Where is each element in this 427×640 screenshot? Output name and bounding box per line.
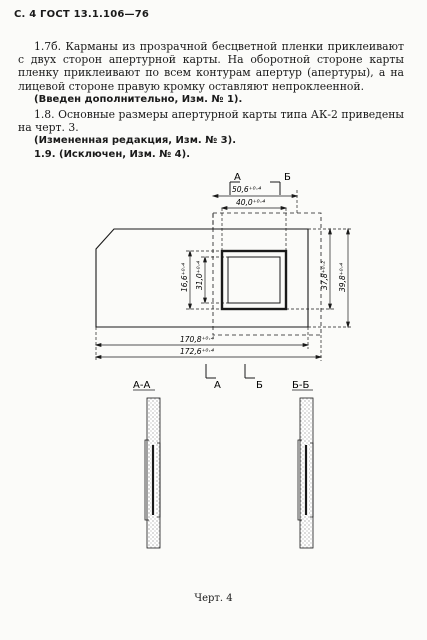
dim-top-outer: 50,6⁺⁰·⁴ [232, 185, 262, 194]
paragraph-1-7b: 1.7б. Карманы из прозрачной бесцветной пленки приклеивают с двух сторон апертурной карты. На оборотной стороне карты пленку приклеивают по всем контурам апертур (апертуры), а на лицевой стороне правую кромку оставляют непроклеенной. [18, 40, 404, 93]
section-letter-a-bottom: А [214, 380, 221, 391]
paragraph-1-8: 1.8. Основные размеры апертурной карты типа АК-2 приведены на черт. 3. [18, 108, 404, 135]
dim-bottom-inner: 170,8⁺⁰·⁴ [180, 335, 214, 344]
amendment-note-2: (Измененная редакция, Изм. № 3). [34, 135, 237, 147]
dim-left-outer: 16,6⁺⁰·⁴ [180, 262, 189, 292]
pocket-outline [213, 213, 321, 335]
section-title-b-b: Б-Б [292, 380, 310, 391]
section-letter-b-top: Б [284, 172, 291, 183]
section-letter-a-top: А [234, 172, 241, 183]
section-mark-bottom [206, 364, 255, 378]
section-view-a-a [145, 398, 160, 548]
section-letter-b-bottom: Б [256, 380, 263, 391]
paragraph-1-9: 1.9. (Исключен, Изм. № 4). [34, 148, 191, 160]
amendment-note-1: (Введен дополнительно, Изм. № 1). [34, 93, 243, 105]
section-view-b-b [298, 398, 313, 548]
dim-bottom-outer: 172,6⁺⁰·⁴ [180, 347, 214, 356]
dim-right-inner: 37,8⁺⁰·² [320, 260, 329, 290]
aperture-window [222, 251, 286, 309]
page-header: С. 4 ГОСТ 13.1.106—76 [14, 9, 150, 20]
dim-top-inner: 40,0⁺⁰·⁴ [236, 198, 266, 207]
figure-caption: Черт. 4 [194, 593, 233, 604]
dim-left-inner: 31,0⁺⁰·⁴ [195, 260, 204, 290]
dim-right-outer: 39,8⁺⁰·⁴ [338, 262, 347, 292]
section-title-a-a: А-А [133, 380, 151, 391]
